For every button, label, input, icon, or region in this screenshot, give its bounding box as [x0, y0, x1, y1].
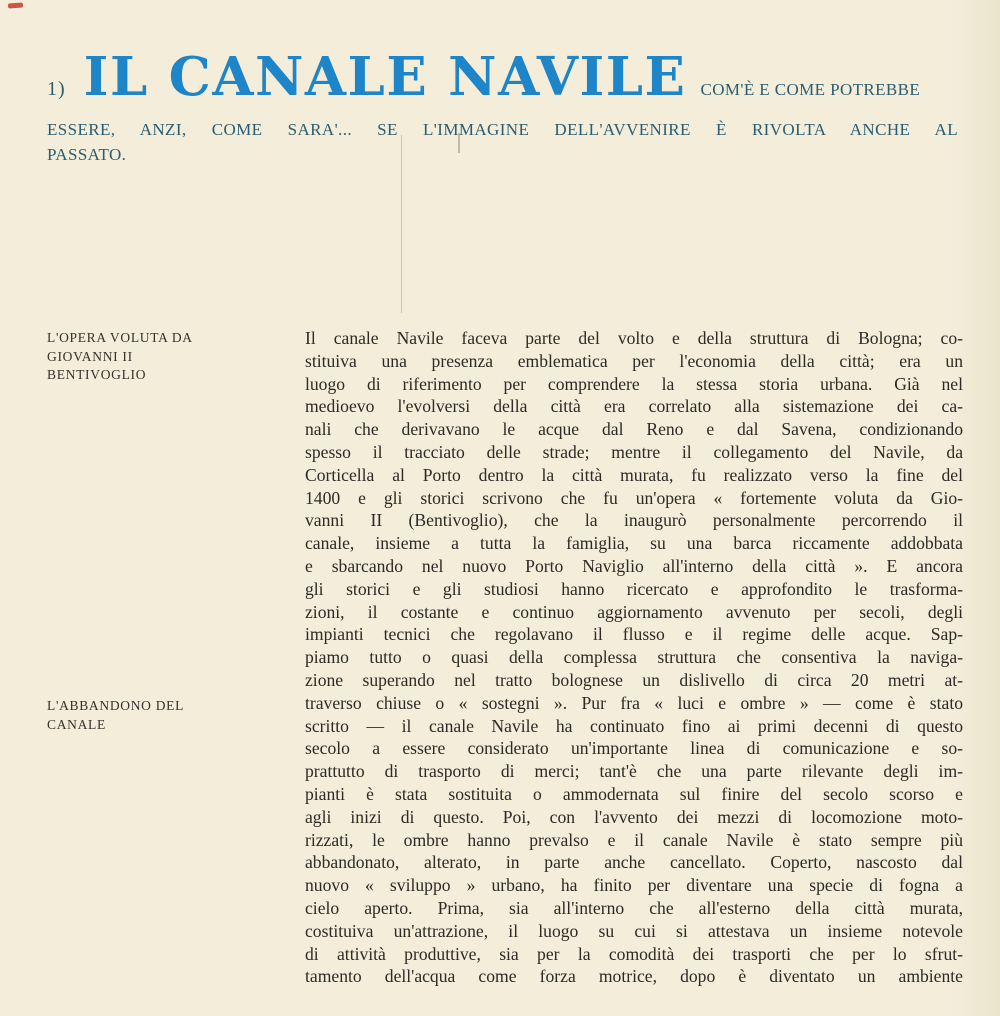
page-header	[0, 0, 1000, 167]
title-row	[47, 46, 958, 117]
body-line: rizzati, le ombre hanno prevalso e il canale Navile è stato sempre più	[305, 829, 963, 850]
body-text	[305, 327, 963, 988]
margin-note-opera-voluta	[47, 329, 277, 385]
subtitle-line-3: PASSATO.	[47, 145, 127, 164]
margin-note-line: CANALE	[47, 716, 106, 732]
body-line: e sbarcando nel nuovo Porto Naviglio all'interno della città ». E ancora	[305, 555, 963, 576]
red-scan-mark	[8, 2, 23, 8]
body-line: Il canale Navile faceva parte del volto e della struttura di Bologna; co-	[305, 328, 963, 348]
body-line: vanni II (Bentivoglio), che la inaugurò personalmente percorrendo il	[305, 510, 963, 531]
body-line: nali che derivavano le acque dal Reno e dal Savena, condizionando	[305, 419, 963, 440]
body-line: prattutto di trasporto di merci; tant'è che una parte rilevante degli im-	[305, 761, 963, 782]
body-line: gli storici e gli studiosi hanno ricercato e approfondito le trasforma-	[305, 578, 963, 599]
body-line: cielo aperto. Prima, sia all'interno che all'esterno della città murata,	[305, 897, 963, 918]
body-line: tamento dell'acqua come forza motrice, dopo è diventato un ambiente	[305, 966, 963, 987]
body-line: nuovo « sviluppo » urbano, ha finito per diventare una specie di fogna a	[305, 875, 963, 896]
body-line: abbandonato, alterato, in parte anche cancellato. Coperto, nascosto dal	[305, 852, 963, 873]
body-line: pianti è stata sostituita o ammodernata sul finire del secolo scorso e	[305, 783, 963, 804]
margin-note-abbandono	[47, 697, 277, 734]
margin-note-line: GIOVANNI II	[47, 348, 133, 364]
section-number: 1)	[47, 78, 66, 100]
body-line: luogo di riferimento per comprendere la stessa storia urbana. Già nel	[305, 373, 963, 394]
body-line: medioevo l'evolversi della città era correlato alla sistemazione dei ca-	[305, 396, 963, 417]
body-line: spesso il tracciato delle strade; mentre il collegamento del Navile, da	[305, 441, 963, 462]
body-line: secolo a essere considerato un'importante linea di comunicazione e so-	[305, 738, 963, 759]
margin-note-line: BENTIVOGLIO	[47, 367, 147, 382]
body-line: zioni, il costante e continuo aggiornamento avvenuto per secoli, degli	[305, 601, 963, 622]
margin-note-line: L'ABBANDONO DEL	[47, 698, 185, 713]
body-line: 1400 e gli storici scrivono che fu un'opera « fortemente voluta da Gio-	[305, 487, 963, 508]
subtitle-line-1: COM'È E COME POTREBBE	[700, 80, 921, 99]
body-line: canale, insieme a tutta la famiglia, su una barca riccamente addobbata	[305, 533, 963, 554]
content-area	[0, 327, 1000, 988]
margin-note-line: L'OPERA VOLUTA DA	[47, 330, 193, 345]
paper-crease	[401, 135, 402, 313]
page-title: IL CANALE NAVILE	[83, 46, 687, 108]
body-line: traverso chiuse o « sostegni ». Pur fra « luci e ombre » — come è stato	[305, 692, 963, 713]
paper-crease-small	[458, 133, 460, 153]
body-line: stituiva una presenza emblematica per l'economia della città; era un	[305, 350, 963, 371]
body-line: piamo tutto o quasi della complessa struttura che consentiva la naviga-	[305, 647, 963, 668]
body-line: impianti tecnici che regolavano il flusso e il regime delle acque. Sap-	[305, 624, 963, 645]
subtitle-line-2: ESSERE, ANZI, COME SARA'... SE L'IMMAGINE DELL'AVVENIRE È RIVOLTA ANCHE AL	[47, 120, 958, 139]
body-line: zione superando nel tratto bolognese un dislivello di circa 20 metri at-	[305, 669, 963, 690]
body-line: scritto — il canale Navile ha continuato fino ai primi decenni di questo	[305, 715, 963, 736]
body-line: Corticella al Porto dentro la città murata, fu realizzato verso la fine del	[305, 464, 963, 485]
body-line: costituiva un'attrazione, il luogo su cui si attestava un insieme notevole	[305, 920, 963, 941]
body-line: di attività produttive, sia per la comodità dei trasporti che per lo sfrut-	[305, 943, 963, 964]
body-line: agli inizi di questo. Poi, con l'avvento dei mezzi di locomozione moto-	[305, 806, 963, 827]
